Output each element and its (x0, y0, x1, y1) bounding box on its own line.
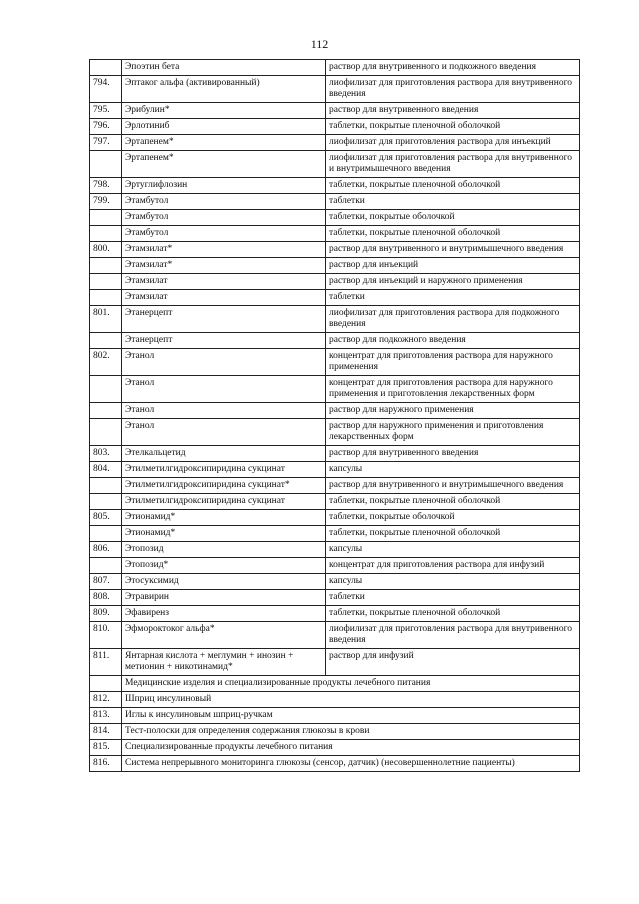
table-row (90, 649, 580, 676)
device-name: Система непрерывного мониторинга глюкозы (сенсор, датчик) (несовершеннолетние пациенты) (122, 756, 580, 772)
dosage-form: раствор для подкожного введения (326, 333, 580, 349)
row-number: 813. (90, 708, 122, 724)
device-name: Специализированные продукты лечебного питания (122, 740, 580, 756)
table-row (90, 306, 580, 333)
row-number: 794. (90, 76, 122, 103)
table-row (90, 446, 580, 462)
row-number (90, 226, 122, 242)
row-number (90, 210, 122, 226)
dosage-form: лиофилизат для приготовления раствора для внутривенного и внутримышечного введения (326, 151, 580, 178)
dosage-form: концентрат для приготовления раствора для инфузий (326, 558, 580, 574)
row-number (90, 333, 122, 349)
table-row (90, 151, 580, 178)
drug-name: Этионамид* (122, 526, 326, 542)
table-row (90, 558, 580, 574)
row-number: 799. (90, 194, 122, 210)
row-number (90, 274, 122, 290)
row-number (90, 376, 122, 403)
drug-name: Этанол (122, 403, 326, 419)
row-number: 814. (90, 724, 122, 740)
row-number: 796. (90, 119, 122, 135)
row-number: 800. (90, 242, 122, 258)
table-row (90, 403, 580, 419)
dosage-form: таблетки, покрытые пленочной оболочкой (326, 119, 580, 135)
drug-name: Этилметилгидроксипиридина сукцинат (122, 462, 326, 478)
drug-name: Эпоэтин бета (122, 60, 326, 76)
row-number (90, 526, 122, 542)
section-heading: Медицинские изделия и специализированные продукты лечебного питания (122, 676, 580, 692)
drug-name: Этамбутол (122, 194, 326, 210)
drug-name: Эрлотиниб (122, 119, 326, 135)
dosage-form: таблетки (326, 290, 580, 306)
row-number: 804. (90, 462, 122, 478)
row-number (90, 151, 122, 178)
table-row (90, 60, 580, 76)
dosage-form: лиофилизат для приготовления раствора для подкожного введения (326, 306, 580, 333)
dosage-form: лиофилизат для приготовления раствора для инъекций (326, 135, 580, 151)
drug-name: Этамзилат* (122, 242, 326, 258)
table-row (90, 376, 580, 403)
device-name: Иглы к инсулиновым шприц-ручкам (122, 708, 580, 724)
row-number (90, 60, 122, 76)
row-number (90, 494, 122, 510)
drug-name: Этамзилат (122, 274, 326, 290)
drug-name: Этамбутол (122, 226, 326, 242)
dosage-form: таблетки, покрытые пленочной оболочкой (326, 526, 580, 542)
row-number: 795. (90, 103, 122, 119)
dosage-form: концентрат для приготовления раствора для наружного применения и приготовления лекарственных форм (326, 376, 580, 403)
table-row (90, 478, 580, 494)
device-name: Шприц инсулиновый (122, 692, 580, 708)
drug-table-body (90, 60, 580, 772)
row-number: 807. (90, 574, 122, 590)
dosage-form: таблетки, покрытые оболочкой (326, 510, 580, 526)
row-number: 805. (90, 510, 122, 526)
dosage-form: таблетки (326, 590, 580, 606)
row-number: 801. (90, 306, 122, 333)
row-number: 810. (90, 622, 122, 649)
row-number: 797. (90, 135, 122, 151)
drug-name: Эрибулин* (122, 103, 326, 119)
table-row (90, 178, 580, 194)
table-row (90, 542, 580, 558)
dosage-form: раствор для внутривенного и внутримышечного введения (326, 478, 580, 494)
table-row (90, 103, 580, 119)
dosage-form: раствор для инъекций и наружного применения (326, 274, 580, 290)
table-row (90, 494, 580, 510)
drug-name: Этелкальцетид (122, 446, 326, 462)
dosage-form: раствор для инфузий (326, 649, 580, 676)
table-row (90, 510, 580, 526)
row-number (90, 403, 122, 419)
row-number: 815. (90, 740, 122, 756)
dosage-form: таблетки (326, 194, 580, 210)
drug-name: Эртуглифлозин (122, 178, 326, 194)
row-number: 809. (90, 606, 122, 622)
dosage-form: таблетки, покрытые пленочной оболочкой (326, 226, 580, 242)
dosage-form: таблетки, покрытые пленочной оболочкой (326, 494, 580, 510)
drug-name: Этанерцепт (122, 306, 326, 333)
dosage-form: раствор для внутривенного введения (326, 103, 580, 119)
row-number (90, 676, 122, 692)
drug-name: Янтарная кислота + меглумин + инозин + метионин + никотинамид* (122, 649, 326, 676)
drug-name: Этанол (122, 349, 326, 376)
table-row (90, 574, 580, 590)
row-number (90, 258, 122, 274)
drug-name: Эртапенем* (122, 151, 326, 178)
dosage-form: капсулы (326, 462, 580, 478)
table-row (90, 419, 580, 446)
table-row (90, 274, 580, 290)
row-number: 812. (90, 692, 122, 708)
dosage-form: раствор для внутривенного и внутримышечного введения (326, 242, 580, 258)
dosage-form: раствор для наружного применения (326, 403, 580, 419)
dosage-form: таблетки, покрытые пленочной оболочкой (326, 606, 580, 622)
table-row (90, 290, 580, 306)
table-row (90, 462, 580, 478)
drug-name: Этосуксимид (122, 574, 326, 590)
drug-name: Этанерцепт (122, 333, 326, 349)
table-row (90, 526, 580, 542)
table-row (90, 692, 580, 708)
dosage-form: капсулы (326, 542, 580, 558)
table-row (90, 119, 580, 135)
row-number: 803. (90, 446, 122, 462)
dosage-form: раствор для внутривенного введения (326, 446, 580, 462)
drug-name: Этамбутол (122, 210, 326, 226)
table-row (90, 756, 580, 772)
dosage-form: лиофилизат для приготовления раствора для внутривенного введения (326, 622, 580, 649)
table-row (90, 708, 580, 724)
row-number (90, 558, 122, 574)
table-row (90, 194, 580, 210)
drug-table (89, 59, 580, 772)
dosage-form: концентрат для приготовления раствора для наружного применения (326, 349, 580, 376)
drug-name: Эфмороктоког альфа* (122, 622, 326, 649)
table-row (90, 76, 580, 103)
dosage-form: лиофилизат для приготовления раствора для внутривенного введения (326, 76, 580, 103)
drug-name: Этамзилат* (122, 258, 326, 274)
drug-name: Этравирин (122, 590, 326, 606)
row-number (90, 419, 122, 446)
dosage-form: таблетки, покрытые оболочкой (326, 210, 580, 226)
dosage-form: раствор для инъекций (326, 258, 580, 274)
table-row (90, 349, 580, 376)
drug-name: Этионамид* (122, 510, 326, 526)
table-row (90, 135, 580, 151)
table-row (90, 590, 580, 606)
drug-name: Этилметилгидроксипиридина сукцинат* (122, 478, 326, 494)
dosage-form: таблетки, покрытые пленочной оболочкой (326, 178, 580, 194)
page-number: 112 (310, 37, 329, 51)
row-number: 816. (90, 756, 122, 772)
row-number: 798. (90, 178, 122, 194)
table-row (90, 333, 580, 349)
row-number: 802. (90, 349, 122, 376)
row-number (90, 290, 122, 306)
drug-name: Этилметилгидроксипиридина сукцинат (122, 494, 326, 510)
table-row (90, 226, 580, 242)
drug-name: Эфавиренз (122, 606, 326, 622)
drug-name: Эптаког альфа (активированный) (122, 76, 326, 103)
table-row (90, 622, 580, 649)
table-row (90, 740, 580, 756)
row-number: 811. (90, 649, 122, 676)
drug-name: Этанол (122, 419, 326, 446)
section-heading-row (90, 676, 580, 692)
drug-name: Этопозид* (122, 558, 326, 574)
table-row (90, 210, 580, 226)
drug-name: Эртапенем* (122, 135, 326, 151)
table-row (90, 258, 580, 274)
row-number: 806. (90, 542, 122, 558)
dosage-form: раствор для наружного применения и приготовления лекарственных форм (326, 419, 580, 446)
row-number: 808. (90, 590, 122, 606)
device-name: Тест-полоски для определения содержания глюкозы в крови (122, 724, 580, 740)
table-row (90, 606, 580, 622)
drug-name: Этопозид (122, 542, 326, 558)
drug-name: Этамзилат (122, 290, 326, 306)
table-row (90, 724, 580, 740)
dosage-form: раствор для внутривенного и подкожного введения (326, 60, 580, 76)
dosage-form: капсулы (326, 574, 580, 590)
row-number (90, 478, 122, 494)
drug-name: Этанол (122, 376, 326, 403)
table-row (90, 242, 580, 258)
